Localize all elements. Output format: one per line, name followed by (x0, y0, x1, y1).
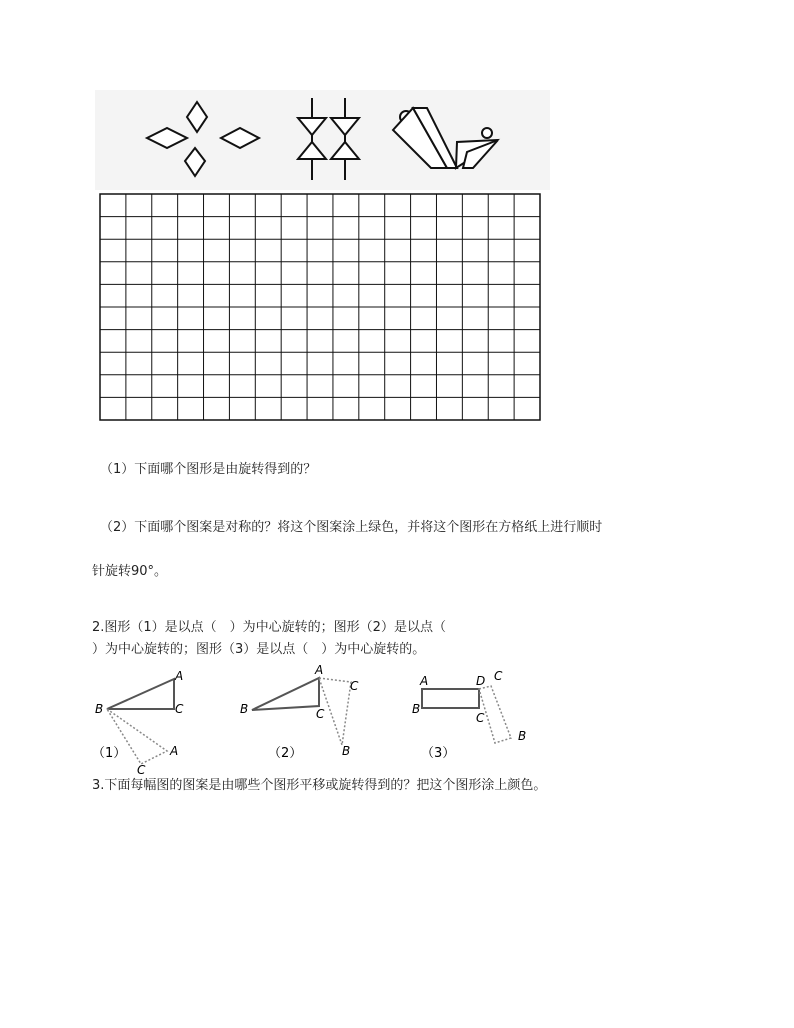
fig1-label-c: C (175, 702, 184, 716)
fig3-label-b: B (412, 702, 421, 716)
figure-2 (240, 663, 359, 761)
square-grid (99, 193, 541, 421)
q1-part2-line2: 针旋转90°。 (92, 564, 168, 579)
fig2-label-c2: C (350, 679, 359, 693)
fig1-caption: （1） (92, 746, 127, 761)
fig1-label-b: B (95, 702, 104, 716)
fig2-caption: （2） (268, 746, 303, 761)
q1-part1: （1）下面哪个图形是由旋转得到的？ (100, 462, 317, 477)
fig2-label-b: B (240, 702, 249, 716)
q3-text: 3.下面每幅图的图案是由哪些个图形平移或旋转得到的？把这个图形涂上颜色。 (92, 778, 547, 793)
fig3-label-c2: C (494, 669, 503, 683)
fig1-label-c2: C (137, 763, 146, 777)
q2-line1: 2.图形（1）是以点（ ）为中心旋转的；图形（2）是以点（ (92, 620, 446, 635)
figure-1 (92, 669, 184, 777)
fig3-label-c: C (476, 711, 485, 725)
q2-line2: ）为中心旋转的；图形（3）是以点（ ）为中心旋转的。 (92, 642, 426, 657)
pattern-strip (95, 90, 550, 190)
fig3-label-d: D (476, 674, 486, 688)
q2-figures (85, 660, 545, 778)
fig3-label-a: A (420, 674, 429, 688)
fig1-label-a: A (175, 669, 184, 683)
fig2-label-a: A (315, 663, 324, 677)
fig2-label-c: C (316, 707, 325, 721)
fig2-label-b2: B (342, 744, 351, 758)
figure-3 (412, 669, 526, 761)
fig1-label-a2: A (170, 744, 179, 758)
fig3-caption: （3） (421, 746, 456, 761)
q1-part2-line1: （2）下面哪个图案是对称的？将这个图案涂上绿色，并将这个图形在方格纸上进行顺时 (100, 520, 603, 535)
fig3-label-b2: B (518, 729, 527, 743)
